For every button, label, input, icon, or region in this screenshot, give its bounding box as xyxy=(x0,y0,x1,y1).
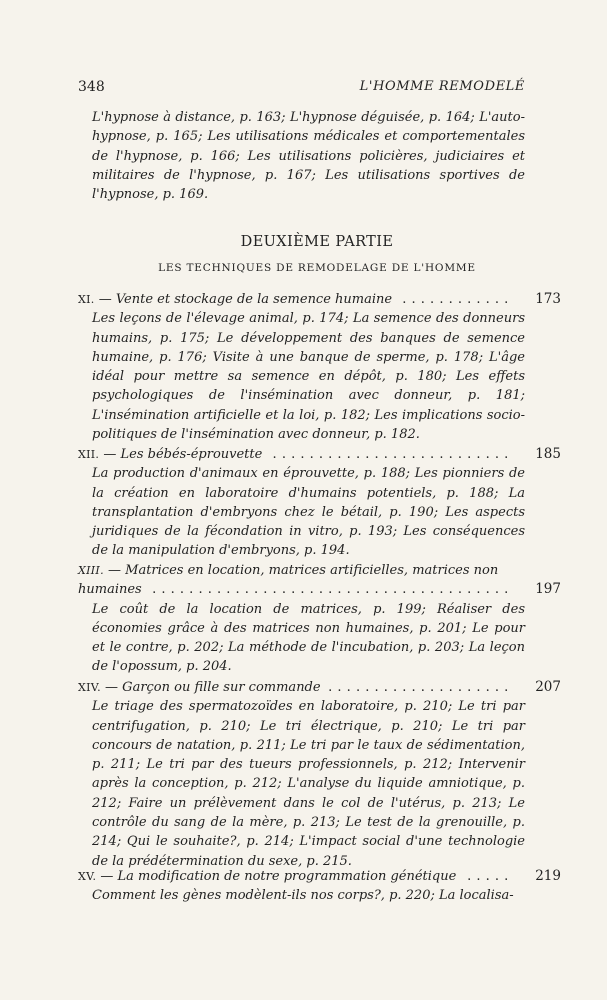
chapter-numeral: XII. xyxy=(78,448,100,461)
running-head: L'HOMME REMODELÉ xyxy=(359,79,525,94)
toc-entry-xii xyxy=(78,445,561,561)
page-header xyxy=(78,79,525,99)
toc-title-line xyxy=(78,867,561,886)
chapter-page: 207 xyxy=(535,679,561,695)
chapter-page: 185 xyxy=(535,446,561,462)
toc-entry-xi xyxy=(78,290,561,444)
chapter-description: Les leçons de l'élevage animal, p. 174; La semence des donneurs humains, p. 175; Le développement des banques de semence humaine, p. 176; Visite à une banque de sperme, p. 178; L'âge idéal pour mettre sa semence en dépôt, p. 180; Les effets psychologiques de l'insémination avec donneur, p. 181; L'insémination artificielle et la loi, p. 182; Les implications socio-politiques de l'insémination avec donneur, p. 182. xyxy=(92,311,525,443)
chapter-description: Comment les gènes modèlent-ils nos corps?, p. 220; La localisa- xyxy=(92,888,514,904)
chapter-description: Le coût de la location de matrices, p. 199; Réaliser des économies grâce à des matrices non humaines, p. 201; Le pour et le contre, p. 202; La méthode de l'incubation, p. 203; La leçon de l'opossum, p. 204. xyxy=(92,601,525,675)
chapter-page: 197 xyxy=(535,581,561,598)
part-subtitle: LES TECHNIQUES DE REMODELAGE DE L'HOMME xyxy=(158,262,476,274)
chapter-title: — Les bébés-éprouvette xyxy=(103,447,263,462)
toc-entry-xiii xyxy=(78,561,561,677)
toc-entry-xiv xyxy=(78,678,561,871)
toc-title-line-1 xyxy=(78,561,511,580)
toc-entry-xv xyxy=(78,867,561,906)
chapter-numeral: XI. xyxy=(78,293,95,306)
chapter-description: La production d'animaux en éprouvette, p. 188; Les pionniers de la création en laboratoire d'humains potentiels, p. 188; La transplantation d'embryons chez le bétail, p. 190; Les aspects juridiques de la fécondation in vitro, p. 193; Les conséquences de la manipulation d'embryons, p. 194. xyxy=(92,466,525,559)
page-number: 348 xyxy=(78,79,105,95)
part-title: DEUXIÈME PARTIE xyxy=(240,234,394,250)
chapter-title: — Garçon ou fille sur commande xyxy=(105,680,321,695)
chapter-title: — La modification de notre programmation génétique xyxy=(100,869,457,884)
chapter-description: Le triage des spermatozoïdes en laboratoire, p. 210; Le tri par centrifugation, p. 210; Le tri électrique, p. 210; Le tri par concours de natation, p. 211; Le tri par le taux de sédimentation, p. 211; Le tri par des tueurs professionnels, p. 212; Intervenir après la conception, p. 212; L'analyse du liquide amniotique, p. 212; Faire un prélèvement dans le col de l'utérus, p. 213; Le contrôle du sang de la mère, p. 213; Le test de la grenouille, p. 214; Qui le souhaite?, p. 214; L'impact social d'une technologie de la prédétermination du sexe, p. 215. xyxy=(92,699,525,869)
chapter-page: 219 xyxy=(535,868,561,884)
chapter-numeral: XV. xyxy=(78,870,97,883)
chapter-numeral: XIII. xyxy=(78,564,104,577)
toc-title-line xyxy=(78,290,561,309)
toc-title-line xyxy=(78,580,561,599)
chapter-page: 173 xyxy=(535,291,561,307)
chapter-title-line-1: — Matrices en location, matrices artificielles, matrices non xyxy=(108,563,499,578)
chapter-numeral: XIV. xyxy=(78,681,101,694)
toc-title-line xyxy=(78,678,561,697)
chapter-title: humaines xyxy=(78,582,147,597)
toc-title-line xyxy=(78,445,561,464)
intro-paragraph: L'hypnose à distance, p. 163; L'hypnose déguisée, p. 164; L'auto-hypnose, p. 165; Les utilisations médicales et comportementales de l'hypnose, p. 166; Les utilisations policières, judiciaires et militaires de l'hypnose, p. 167; Les utilisations sportives de l'hypnose, p. 169. xyxy=(92,110,525,203)
chapter-title: — Vente et stockage de la semence humaine xyxy=(98,292,393,307)
